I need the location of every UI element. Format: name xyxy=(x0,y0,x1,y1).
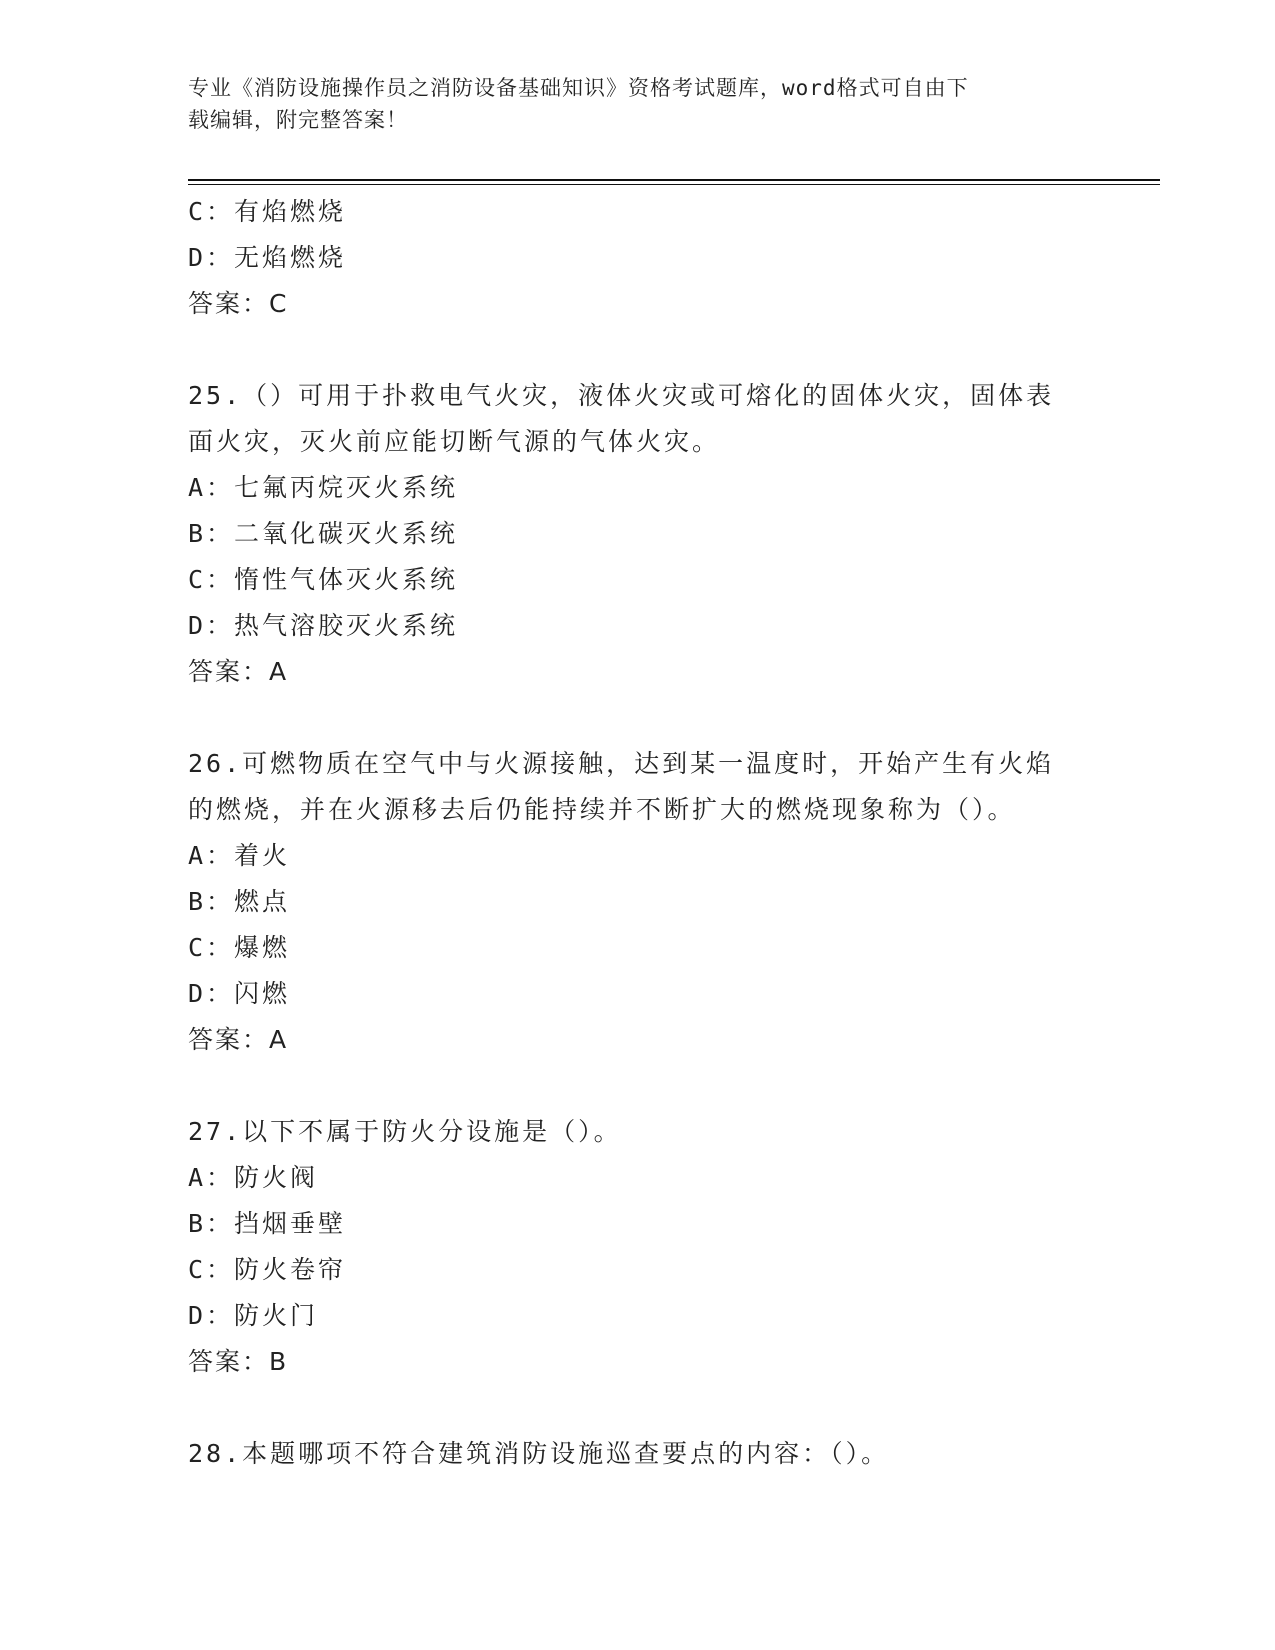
option-d: D：热气溶胶灭火系统 xyxy=(188,611,459,640)
option-b: B：燃点 xyxy=(188,887,291,916)
option-a: A：七氟丙烷灭火系统 xyxy=(188,473,459,502)
header-line-2: 载编辑，附完整答案！ xyxy=(188,108,408,132)
question-27 xyxy=(188,1109,1088,1385)
question-24-tail xyxy=(188,189,1088,327)
question-stem: 面火灾，灭火前应能切断气源的气体火灾。 xyxy=(188,427,721,456)
question-content xyxy=(188,189,1088,1477)
spacer xyxy=(188,695,1088,741)
answer-line: 答案：A xyxy=(188,1025,289,1054)
option-c: C：爆燃 xyxy=(188,933,291,962)
answer-line: 答案：C xyxy=(188,289,289,318)
document-header xyxy=(188,72,1068,136)
question-26 xyxy=(188,741,1088,1063)
header-line-1: 专业《消防设施操作员之消防设备基础知识》资格考试题库，word格式可自由下 xyxy=(188,76,969,100)
question-stem: 25.（）可用于扑救电气火灾，液体火灾或可熔化的固体火灾，固体表 xyxy=(188,381,1055,410)
answer-line: 答案：A xyxy=(188,657,289,686)
option-c: C：惰性气体灭火系统 xyxy=(188,565,459,594)
question-stem: 26.可燃物质在空气中与火源接触，达到某一温度时，开始产生有火焰 xyxy=(188,749,1055,778)
spacer xyxy=(188,327,1088,373)
option-b: B：挡烟垂壁 xyxy=(188,1209,347,1238)
option-d: D：闪燃 xyxy=(188,979,291,1008)
option-a: A：着火 xyxy=(188,841,291,870)
header-divider-thick xyxy=(188,179,1160,181)
question-28 xyxy=(188,1431,1088,1477)
question-stem: 的燃烧，并在火源移去后仍能持续并不断扩大的燃烧现象称为（）。 xyxy=(188,795,1016,824)
option-d: D：无焰燃烧 xyxy=(188,243,347,272)
option-c: C：防火卷帘 xyxy=(188,1255,347,1284)
spacer xyxy=(188,1063,1088,1109)
answer-line: 答案：B xyxy=(188,1347,289,1376)
option-c: C：有焰燃烧 xyxy=(188,197,347,226)
question-stem: 28.本题哪项不符合建筑消防设施巡查要点的内容：（）。 xyxy=(188,1439,890,1468)
question-25 xyxy=(188,373,1088,695)
spacer xyxy=(188,1385,1088,1431)
option-b: B：二氧化碳灭火系统 xyxy=(188,519,459,548)
question-stem: 27.以下不属于防火分设施是（）。 xyxy=(188,1117,622,1146)
header-divider-thin xyxy=(188,184,1160,185)
option-d: D：防火门 xyxy=(188,1301,319,1330)
option-a: A：防火阀 xyxy=(188,1163,319,1192)
